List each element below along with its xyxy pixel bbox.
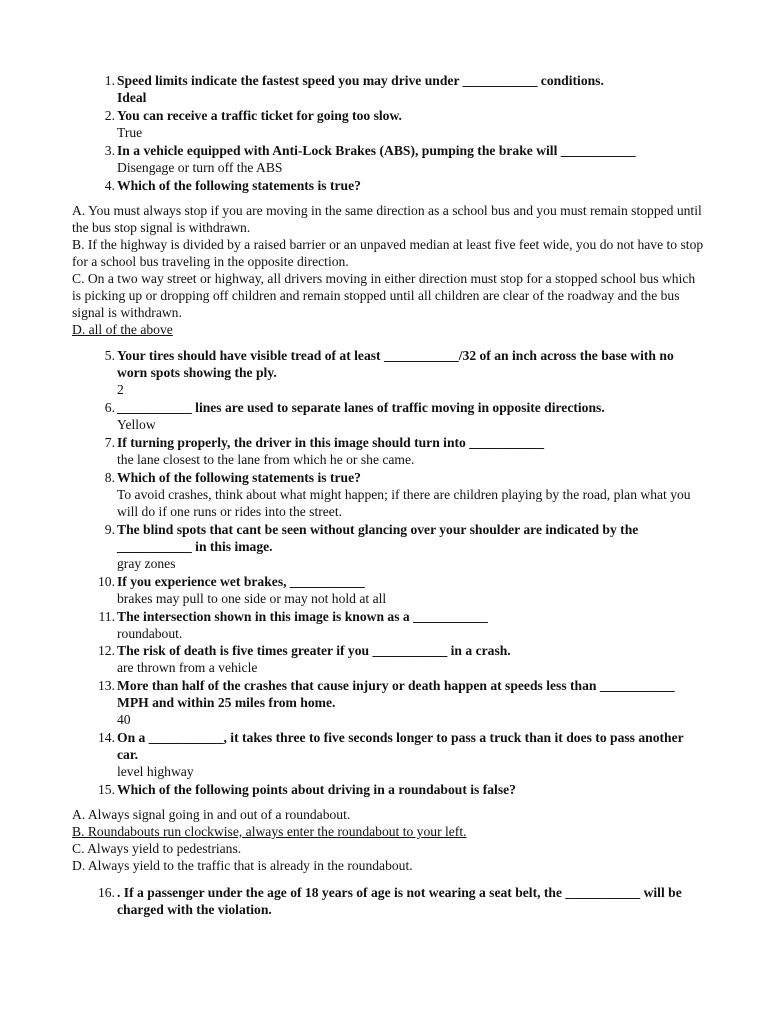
question-number: 4. <box>104 178 115 193</box>
question-text: Speed limits indicate the fastest speed you may drive under ___________ conditions. <box>117 73 604 88</box>
question-number: 16. <box>98 885 115 900</box>
answer-text: are thrown from a vehicle <box>117 660 258 675</box>
question-number: 1. <box>104 73 115 88</box>
question-15-options <box>72 806 706 874</box>
question-6 <box>104 399 702 433</box>
question-7 <box>104 434 702 468</box>
question-number: 7. <box>104 435 115 450</box>
question-number: 11. <box>98 609 115 624</box>
question-text: Which of the following statements is true? <box>117 178 361 193</box>
question-text: You can receive a traffic ticket for going too slow. <box>117 108 402 123</box>
question-text: On a ___________, it takes three to five seconds longer to pass a truck than it does to pass another car. <box>117 730 684 762</box>
answer-text: True <box>117 125 143 140</box>
answer-text: 2 <box>117 382 124 397</box>
option-a: A. Always signal going in and out of a roundabout. <box>72 807 351 822</box>
question-4-options <box>72 202 706 338</box>
question-text: The risk of death is five times greater if you ___________ in a crash. <box>117 643 511 658</box>
question-number: 13. <box>98 678 115 693</box>
question-text: The intersection shown in this image is known as a ___________ <box>117 609 488 624</box>
answer-text: roundabout. <box>117 626 183 641</box>
question-4 <box>104 177 702 194</box>
question-number: 2. <box>104 108 115 123</box>
option-c: C. On a two way street or highway, all drivers moving in either direction must stop for a stopped school bus which is picking up or dropping off children and remain stopped until all children are clear of the roadway and the bus signal is withdrawn. <box>72 271 696 320</box>
question-11 <box>98 608 702 642</box>
question-5 <box>104 347 702 398</box>
question-text: The blind spots that cant be seen without glancing over your shoulder are indicated by the ___________ in this image. <box>117 522 639 554</box>
question-text: Which of the following points about driving in a roundabout is false? <box>117 782 516 797</box>
question-1 <box>104 72 702 106</box>
question-2 <box>104 107 702 141</box>
question-13 <box>98 677 702 728</box>
question-15 <box>98 781 702 798</box>
answer-text: Ideal <box>117 90 147 105</box>
option-b: B. If the highway is divided by a raised barrier or an unpaved median at least five feet wide, you do not have to stop for a school bus traveling in the opposite direction. <box>72 237 704 269</box>
question-text: If you experience wet brakes, ___________ <box>117 574 365 589</box>
question-9 <box>104 521 702 572</box>
question-10 <box>98 573 702 607</box>
question-number: 14. <box>98 730 115 745</box>
answer-text: To avoid crashes, think about what might happen; if there are children playing by the road, plan what you will do if one runs or rides into the street. <box>117 487 691 519</box>
question-text: If turning properly, the driver in this image should turn into ___________ <box>117 435 544 450</box>
question-number: 15. <box>98 782 115 797</box>
question-number: 9. <box>104 522 115 537</box>
question-12 <box>98 642 702 676</box>
answer-text: Disengage or turn off the ABS <box>117 160 283 175</box>
question-number: 6. <box>104 400 115 415</box>
option-c: C. Always yield to pedestrians. <box>72 841 242 856</box>
question-number: 8. <box>104 470 115 485</box>
answer-text: Yellow <box>117 417 156 432</box>
answer-text: the lane closest to the lane from which he or she came. <box>117 452 415 467</box>
question-text: . If a passenger under the age of 18 years of age is not wearing a seat belt, the ___________ will be charged with the violation. <box>117 885 682 917</box>
question-text: In a vehicle equipped with Anti-Lock Brakes (ABS), pumping the brake will ___________ <box>117 143 636 158</box>
question-text: Your tires should have visible tread of at least ___________/32 of an inch across the base with no worn spots showing the ply. <box>117 348 674 380</box>
answer-text: 40 <box>117 712 131 727</box>
answer-text: brakes may pull to one side or may not hold at all <box>117 591 387 606</box>
question-3 <box>104 142 702 176</box>
option-b-selected: B. Roundabouts run clockwise, always enter the roundabout to your left. <box>72 824 467 839</box>
question-number: 12. <box>98 643 115 658</box>
question-8 <box>104 469 702 520</box>
question-14 <box>98 729 702 780</box>
option-d: D. Always yield to the traffic that is already in the roundabout. <box>72 858 413 873</box>
option-a: A. You must always stop if you are moving in the same direction as a school bus and you must remain stopped until the bus stop signal is withdrawn. <box>72 203 702 235</box>
question-text: ___________ lines are used to separate lanes of traffic moving in opposite directions. <box>117 400 605 415</box>
question-text: More than half of the crashes that cause injury or death happen at speeds less than ___________ MPH and within 25 miles from home. <box>117 678 675 710</box>
answer-text: gray zones <box>117 556 176 571</box>
question-number: 10. <box>98 574 115 589</box>
question-number: 3. <box>104 143 115 158</box>
question-16 <box>98 884 702 918</box>
option-d-selected: D. all of the above <box>72 322 173 337</box>
answer-text: level highway <box>117 764 194 779</box>
question-number: 5. <box>104 348 115 363</box>
question-text: Which of the following statements is true? <box>117 470 361 485</box>
